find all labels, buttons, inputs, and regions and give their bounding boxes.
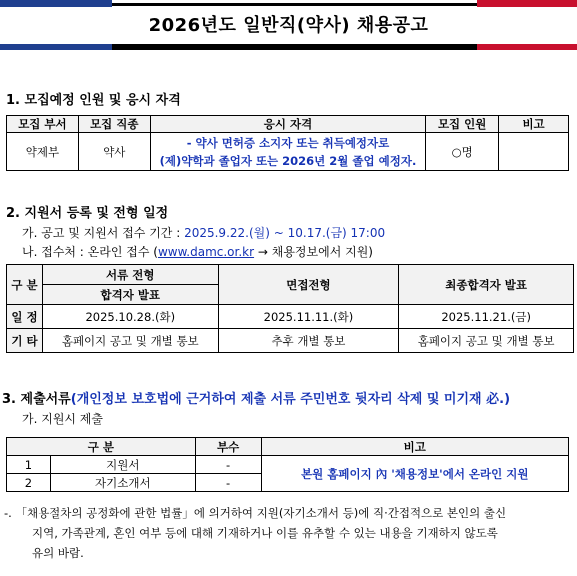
schedule-doc-pass: 합격자 발표 <box>42 285 218 305</box>
schedule-date-interview: 2025.11.11.(화) <box>218 305 399 329</box>
section1-heading: 1. 모집예정 인원 및 응시 자격 <box>6 93 181 108</box>
application-period-value: 2025.9.22.(월) ~ 10.17.(금) 17:00 <box>184 226 386 240</box>
schedule-etc-interview: 추후 개별 통보 <box>218 329 399 353</box>
cell-dept: 약제부 <box>7 133 79 171</box>
privacy-note-line-3: 유의 바람. <box>32 546 84 560</box>
section3-sub: 가. 지원시 제출 <box>22 412 103 426</box>
section2-heading: 2. 지원서 등록 및 전형 일정 <box>6 206 169 221</box>
application-site-suffix: → 채용정보에서 지원) <box>254 245 373 259</box>
cell-job: 약사 <box>78 133 150 171</box>
documents-header-type: 구 분 <box>7 438 196 456</box>
application-site-link[interactable]: www.damc.or.kr <box>157 245 255 259</box>
cell-count: ○명 <box>426 133 499 171</box>
application-period-line <box>22 224 385 241</box>
schedule-etc-doc: 홈페이지 공고 및 개별 통보 <box>42 329 218 353</box>
schedule-final: 최종합격자 발표 <box>399 265 574 305</box>
recruitment-table <box>6 115 569 171</box>
application-period-label: 가. 공고 및 지원서 접수 기간 : <box>22 226 185 240</box>
header-remark: 비고 <box>499 116 569 133</box>
schedule-row-etc-label: 기 타 <box>7 329 43 353</box>
documents-row2-copies: - <box>195 474 261 492</box>
documents-row1-copies: - <box>195 456 261 474</box>
documents-remark: 본원 홈페이지 內 '채용정보'에서 온라인 지원 <box>261 456 568 492</box>
schedule-table <box>6 264 574 353</box>
qualification-line-2: (제)약학과 졸업자 또는 2026년 2월 졸업 예정자. <box>159 153 417 168</box>
section3-heading <box>2 388 510 407</box>
documents-header-remark: 비고 <box>261 438 568 456</box>
documents-row2-no: 2 <box>7 474 51 492</box>
title-bar-black <box>112 3 477 6</box>
schedule-interview: 면접전형 <box>218 265 399 305</box>
cell-qualification <box>150 133 425 171</box>
privacy-note-line-2: 지역, 가족관계, 혼인 여부 등에 대해 기재하거나 이를 유추할 수 있는 내용을 기재하지 않도록 <box>32 526 498 540</box>
title-bar-top <box>0 0 577 7</box>
schedule-date-final: 2025.11.21.(금) <box>399 305 574 329</box>
section3-heading-label: 3. 제출서류 <box>2 392 71 407</box>
header-count: 모집 인원 <box>426 116 499 133</box>
title-bar-bottom-red <box>477 44 577 50</box>
header-dept: 모집 부서 <box>7 116 79 133</box>
documents-row1-name: 지원서 <box>50 456 195 474</box>
documents-row1-no: 1 <box>7 456 51 474</box>
header-job: 모집 직종 <box>78 116 150 133</box>
cell-remark <box>499 133 569 171</box>
schedule-col-label: 구 분 <box>7 265 43 305</box>
privacy-note-line-1: -. 「채용절차의 공정화에 관한 법률」에 의거하여 지원(자기소개서 등)에 직·간접적으로 본인의 출신 <box>4 506 507 520</box>
application-site-label: 나. 접수처 : 온라인 접수 ( <box>22 245 158 259</box>
application-site-line <box>22 243 373 260</box>
title-bar-bottom <box>0 44 577 50</box>
schedule-doc-screening: 서류 전형 <box>42 265 218 285</box>
schedule-row-date-label: 일 정 <box>7 305 43 329</box>
documents-row2-name: 자기소개서 <box>50 474 195 492</box>
schedule-etc-final: 홈페이지 공고 및 개별 통보 <box>399 329 574 353</box>
documents-table <box>6 437 569 492</box>
title-bar-red <box>477 0 577 7</box>
title-bar-blue <box>0 0 112 7</box>
header-qualification: 응시 자격 <box>150 116 425 133</box>
schedule-date-doc: 2025.10.28.(화) <box>42 305 218 329</box>
page-title: 2026년도 일반직(약사) 채용공고 <box>148 15 429 36</box>
privacy-note <box>4 503 575 563</box>
documents-header-copies: 부수 <box>195 438 261 456</box>
title-bar-bottom-blue <box>0 44 112 50</box>
qualification-line-1: - 약사 면허증 소지자 또는 취득예정자로 <box>186 135 390 150</box>
section3-heading-note: (개인정보 보호법에 근거하여 제출 서류 주민번호 뒷자리 삭제 및 미기재 必.) <box>70 392 511 407</box>
